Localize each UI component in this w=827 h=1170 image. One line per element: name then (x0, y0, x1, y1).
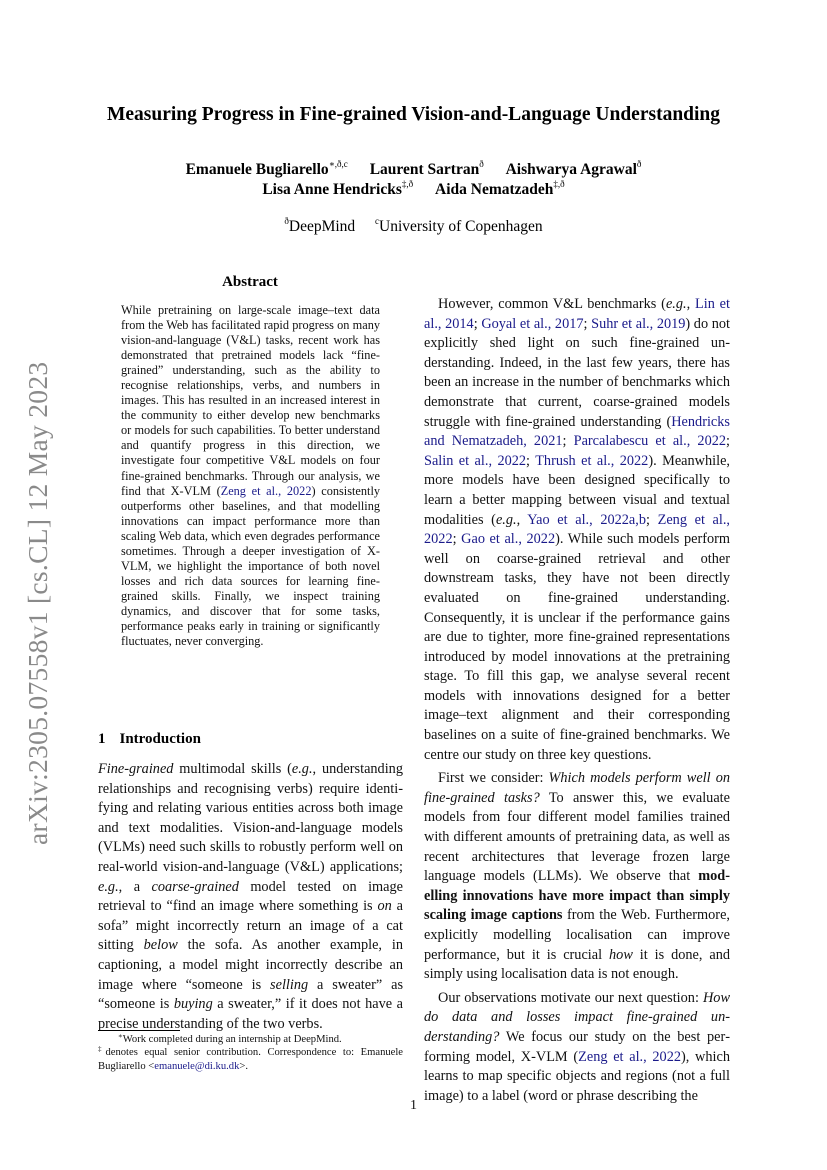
author-name: Emanuele Bugliarello (185, 161, 329, 178)
author (506, 161, 642, 178)
paragraph: However, common V&L benchmarks (e.g., Lin et al., 2014; Goyal et al., 2017; Suhr et al., 2019) do not explicitly shed light on such fine-grained understanding. Indeed, in the last few years, there has been an increase in the number of benchmarks which demonstrate that current, coarse-grained models struggle with fine-grained understanding (Hendricks and Nematzadeh, 2021; Parcalabescu et al., 2022; Salin et al., 2022; Thrush et al., 2022). Meanwhile, more models have been designed specifically to learn a better mapping between visual and textual modalities (e.g., Yao et al., 2022a,b; Zeng et al., 2022; Gao et al., 2022). While such models perform well on coarse-grained retrieval and other downstream tasks, they have not been directly evaluated on fine-grained understanding. Consequently, it is unclear if the performance gains are due to tighter, more fine-grained representations introduced by model innovations at the pretraining stage. To fill this gap, we analyse several recent models with innovations designed for a better image–text alignment and their corresponding baselines on a suite of fine-grained benchmarks. We centre our study on three key questions. (424, 296, 731, 763)
arxiv-stamp: arXiv:2305.07558v1 [cs.CL] 12 May 2023 (22, 361, 53, 845)
intro-right-column (424, 295, 730, 1106)
affiliation-mark: ð (284, 216, 289, 226)
citation-link[interactable]: Salin et al., 2022 (424, 452, 527, 469)
text: ). While such models perform well on coarse-grained retrieval and other downstream tasks, they have not been directly evaluated on fine-grained understanding. Consequently, it is unclear if the performance gains are due to tighter, more fine-grained representations introduced by model innovations at the pretraining stage. To fill this gap, we analyse several recent models with innovations designed for a better image–text alignment and their corresponding baselines on a suite of fine-grained benchmarks. We centre our study on three key questions. (424, 531, 731, 763)
text: Work completed during an internship at DeepMind. (122, 1034, 342, 1045)
text: , (516, 511, 528, 528)
text: from the Web. Furthermore, explicitly modelling localisation can improve performance, but it is crucial (424, 907, 730, 963)
emphasis: e.g. (665, 296, 687, 312)
footnote-rule (98, 1030, 180, 1031)
abstract-text: ) consistently outperforms other baselines, and that modelling innovations can impact performance more than scaling Web data, which even degrades performance sometimes. Through a deeper investigation of X-VLM, we highlight the importance of both novel losses and rich data sources for learning fine-grained skills. Finally, we inspect training dynamics, and discover that for some tasks, performance peaks early in training or significantly fluctuates, never converging. (121, 483, 381, 649)
emphasis: How do data and losses impact fine-grained understanding? (424, 989, 730, 1045)
author-marks: ð (479, 159, 484, 169)
emphasis: e.g. (98, 878, 119, 895)
emphasis: on (377, 898, 392, 915)
author (262, 181, 413, 198)
footnote-mark: ‡ (98, 1045, 106, 1054)
paragraph (424, 769, 730, 985)
paragraph (424, 989, 730, 1107)
text: We focus our study on the best performing model, X-VLM ( (424, 1028, 730, 1065)
citation-link[interactable]: Suhr et al., 2019 (591, 315, 686, 332)
abstract-text: While pretraining on large-scale image–text data from the Web has facilitated rapid progress on many vision-and-language (V&L) tasks, recent work has demonstrated that pretrained models lack “fine-grained” understanding, such as the ability to recognise relationships, verbs, and numbers in images. This has resulted in an increased interest in the community to either develop new benchmarks or models for such capabilities. To better understand and quantify progress in this direction, we investigate four competitive V&L models on four fine-grained benchmarks. Through our analysis, we find that X-VLM ( (121, 303, 380, 498)
author-line-1 (0, 160, 827, 180)
citation-link[interactable]: Hendricks and Nematzadeh, 2021 (424, 413, 730, 450)
footnote-text (98, 1046, 403, 1073)
author-line-2 (0, 180, 827, 200)
affiliation (284, 218, 355, 235)
text: >. (239, 1060, 248, 1072)
text: multimodal skills ( (173, 761, 292, 777)
citation-link[interactable]: Zeng et al., 2022 (220, 483, 312, 498)
paragraph (98, 760, 403, 1034)
emphasis: buying (173, 996, 213, 1013)
affiliation-name: DeepMind (288, 218, 356, 235)
section-number: 1 (98, 731, 106, 747)
text: ). Meanwhile, more models have been designed specifically to learn a better mapping between visual and textual modalities ( (424, 452, 730, 528)
author (186, 161, 348, 178)
text: To answer this, we evaluate models from four different model families trained with different amounts of pretraining data, as well as recent architectures that leverage frozen large language models (LLMs). We observe that (424, 789, 730, 885)
author-marks: ð (636, 159, 642, 169)
citation-link[interactable]: Parcalabescu et al., 2022 (573, 433, 727, 450)
author-name: Aida Nematzadeh (435, 181, 554, 198)
author-name: Lisa Anne Hendricks (262, 181, 402, 198)
text: denotes equal senior contribution. Correspondence to: Emanuele Bugliarello < (98, 1047, 404, 1072)
abstract-heading: Abstract (222, 274, 278, 290)
page-number: 1 (410, 1098, 417, 1113)
footnote-mark: ∗ (118, 1032, 123, 1040)
emphasis: e.g. (291, 761, 313, 777)
text: Our observations motivate our next question: (438, 989, 703, 1006)
author (370, 161, 484, 178)
text: , (686, 296, 695, 312)
affiliation-name: University of Copenhagen (379, 218, 543, 235)
emphasis: Fine-grained (98, 761, 174, 777)
text: it is done, and simply using localisation data is not enough. (424, 946, 730, 983)
text: a sweater” as “someone is (98, 976, 404, 1013)
author-marks: ‡,ð (553, 179, 565, 189)
text: a sofa” might incorrectly return an image of a cat sitting (98, 898, 404, 954)
emphasis: e.g. (495, 511, 517, 528)
emphasis: below (143, 937, 178, 954)
text: ) do not explicitly shed light on such fine-grained understanding. Indeed, in the last few years, there has been an increase in the number of benchmarks which demonstrate that current, coarse-grained models struggle with fine-grained understanding ( (424, 315, 731, 430)
email-link[interactable]: emanuele@di.ku.dk (154, 1060, 240, 1072)
author-list (0, 160, 827, 200)
affiliations (0, 218, 827, 236)
bold-text: modelling innovations have more impact than simply scaling image captions (424, 868, 730, 924)
author (435, 181, 565, 198)
text: , understanding relationships and recognising verbs) require identifying and relating various entities across both image and text modalities. Vision-and-language models (VLMs) need such skills to robustly perform well on real-world vision-and-language (V&L) applications; (98, 761, 403, 875)
emphasis: how (609, 946, 633, 963)
intro-left-column (98, 760, 403, 1034)
author-name: Aishwarya Agrawal (505, 161, 637, 178)
text: However, common V&L benchmarks ( (438, 296, 666, 312)
citation-link[interactable]: Gao et al., 2022 (461, 531, 556, 548)
footnote-text (98, 1033, 403, 1046)
author-marks: ∗,ð,c (328, 159, 348, 169)
section-title: Introduction (119, 731, 201, 747)
emphasis: coarse-grained (151, 878, 239, 895)
author-marks: ‡,ð (401, 179, 414, 189)
text: model tested on image retrieval to “find an image where something is (98, 878, 403, 915)
text: ), which learns to map specific objects and regions (not a full image) to a label (word or phrase describing the (424, 1048, 730, 1104)
author-name: Laurent Sartran (369, 161, 480, 178)
citation-link[interactable]: Thrush et al., 2022 (535, 452, 649, 469)
citation-link[interactable]: Lin et al., 2014 (424, 296, 730, 332)
citation-link[interactable]: Goyal et al., 2017 (481, 315, 584, 332)
text: First we consider: (438, 770, 549, 787)
affiliation (375, 218, 543, 235)
paper-title: Measuring Progress in Fine-grained Vision-and-Language Understanding (106, 104, 721, 125)
abstract-body (121, 303, 380, 649)
emphasis: selling (270, 976, 309, 993)
citation-link[interactable]: Zeng et al., 2022 (424, 511, 730, 548)
text: , a (118, 878, 152, 895)
section-heading (98, 731, 201, 748)
text: the sofa. As another example, in captioning, a model might incorrectly describe an image where “someone is (98, 937, 403, 993)
emphasis: Which models perform well on fine-grained tasks? (424, 770, 730, 806)
affiliation-mark: c (375, 216, 380, 226)
footnote (98, 1033, 403, 1073)
citation-link[interactable]: Yao et al., 2022a,b (527, 511, 646, 528)
citation-link[interactable]: Zeng et al., 2022 (578, 1048, 682, 1065)
text: a sweater,” if it does not have a precise understanding of the two verbs. (98, 996, 403, 1032)
